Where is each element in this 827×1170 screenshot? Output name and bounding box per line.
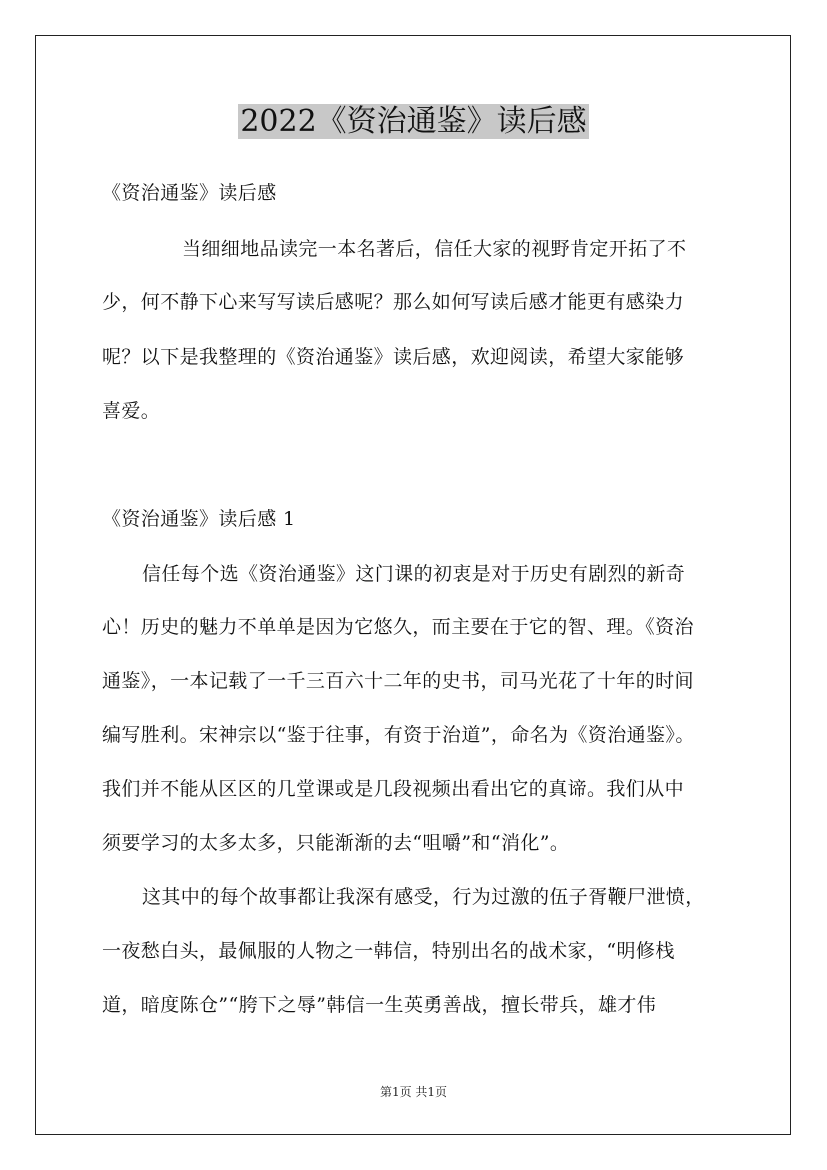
paragraph-line: 编写胜利。宋神宗以“鉴于往事，有资于治道”，命名为《资治通鉴》。 [102,724,695,746]
paragraph-line: 一夜愁白头，最佩服的人物之一韩信，特别出名的战术家，“明修栈 [102,940,675,962]
intro-line: 当细细地品读完一本名著后，信任大家的视野肯定开拓了不 [182,238,687,260]
page-footer: 第1页 共1页 [379,1085,448,1099]
intro-line: 呢？以下是我整理的《资治通鉴》读后感，欢迎阅读，希望大家能够 [102,346,685,368]
intro-line: 少，何不静下心来写写读后感呢？那么如何写读后感才能更有感染力 [102,291,685,313]
paragraph-line: 通鉴》，一本记载了一千三百六十二年的史书，司马光花了十年的时间 [102,670,694,692]
document-title [0,100,827,144]
paragraph-line: 须要学习的太多太多，只能渐渐的去“咀嚼”和“消化”。 [102,832,570,854]
paragraph-line: 我们并不能从区区的几堂课或是几段视频出看出它的真谛。我们从中 [102,778,685,800]
intro-line: 喜爱。 [102,400,161,422]
subtitle: 《资治通鉴》读后感 [102,182,277,204]
paragraph-line: 心！历史的魅力不单单是因为它悠久，而主要在于它的智、理。《资治 [102,616,694,638]
paragraph-line: 这其中的每个故事都让我深有感受，行为过激的伍子胥鞭尸泄愤， [142,886,705,908]
section-heading: 《资治通鉴》读后感 1 [102,508,296,530]
paragraph-line: 信任每个选《资治通鉴》这门课的初衷是对于历史有剧烈的新奇 [142,563,686,585]
paragraph-line: 道，暗度陈仓”“胯下之辱”韩信一生英勇善战，擅长带兵，雄才伟 [102,994,657,1016]
document-title-text: 2022《资治通鉴》读后感 [240,104,587,139]
